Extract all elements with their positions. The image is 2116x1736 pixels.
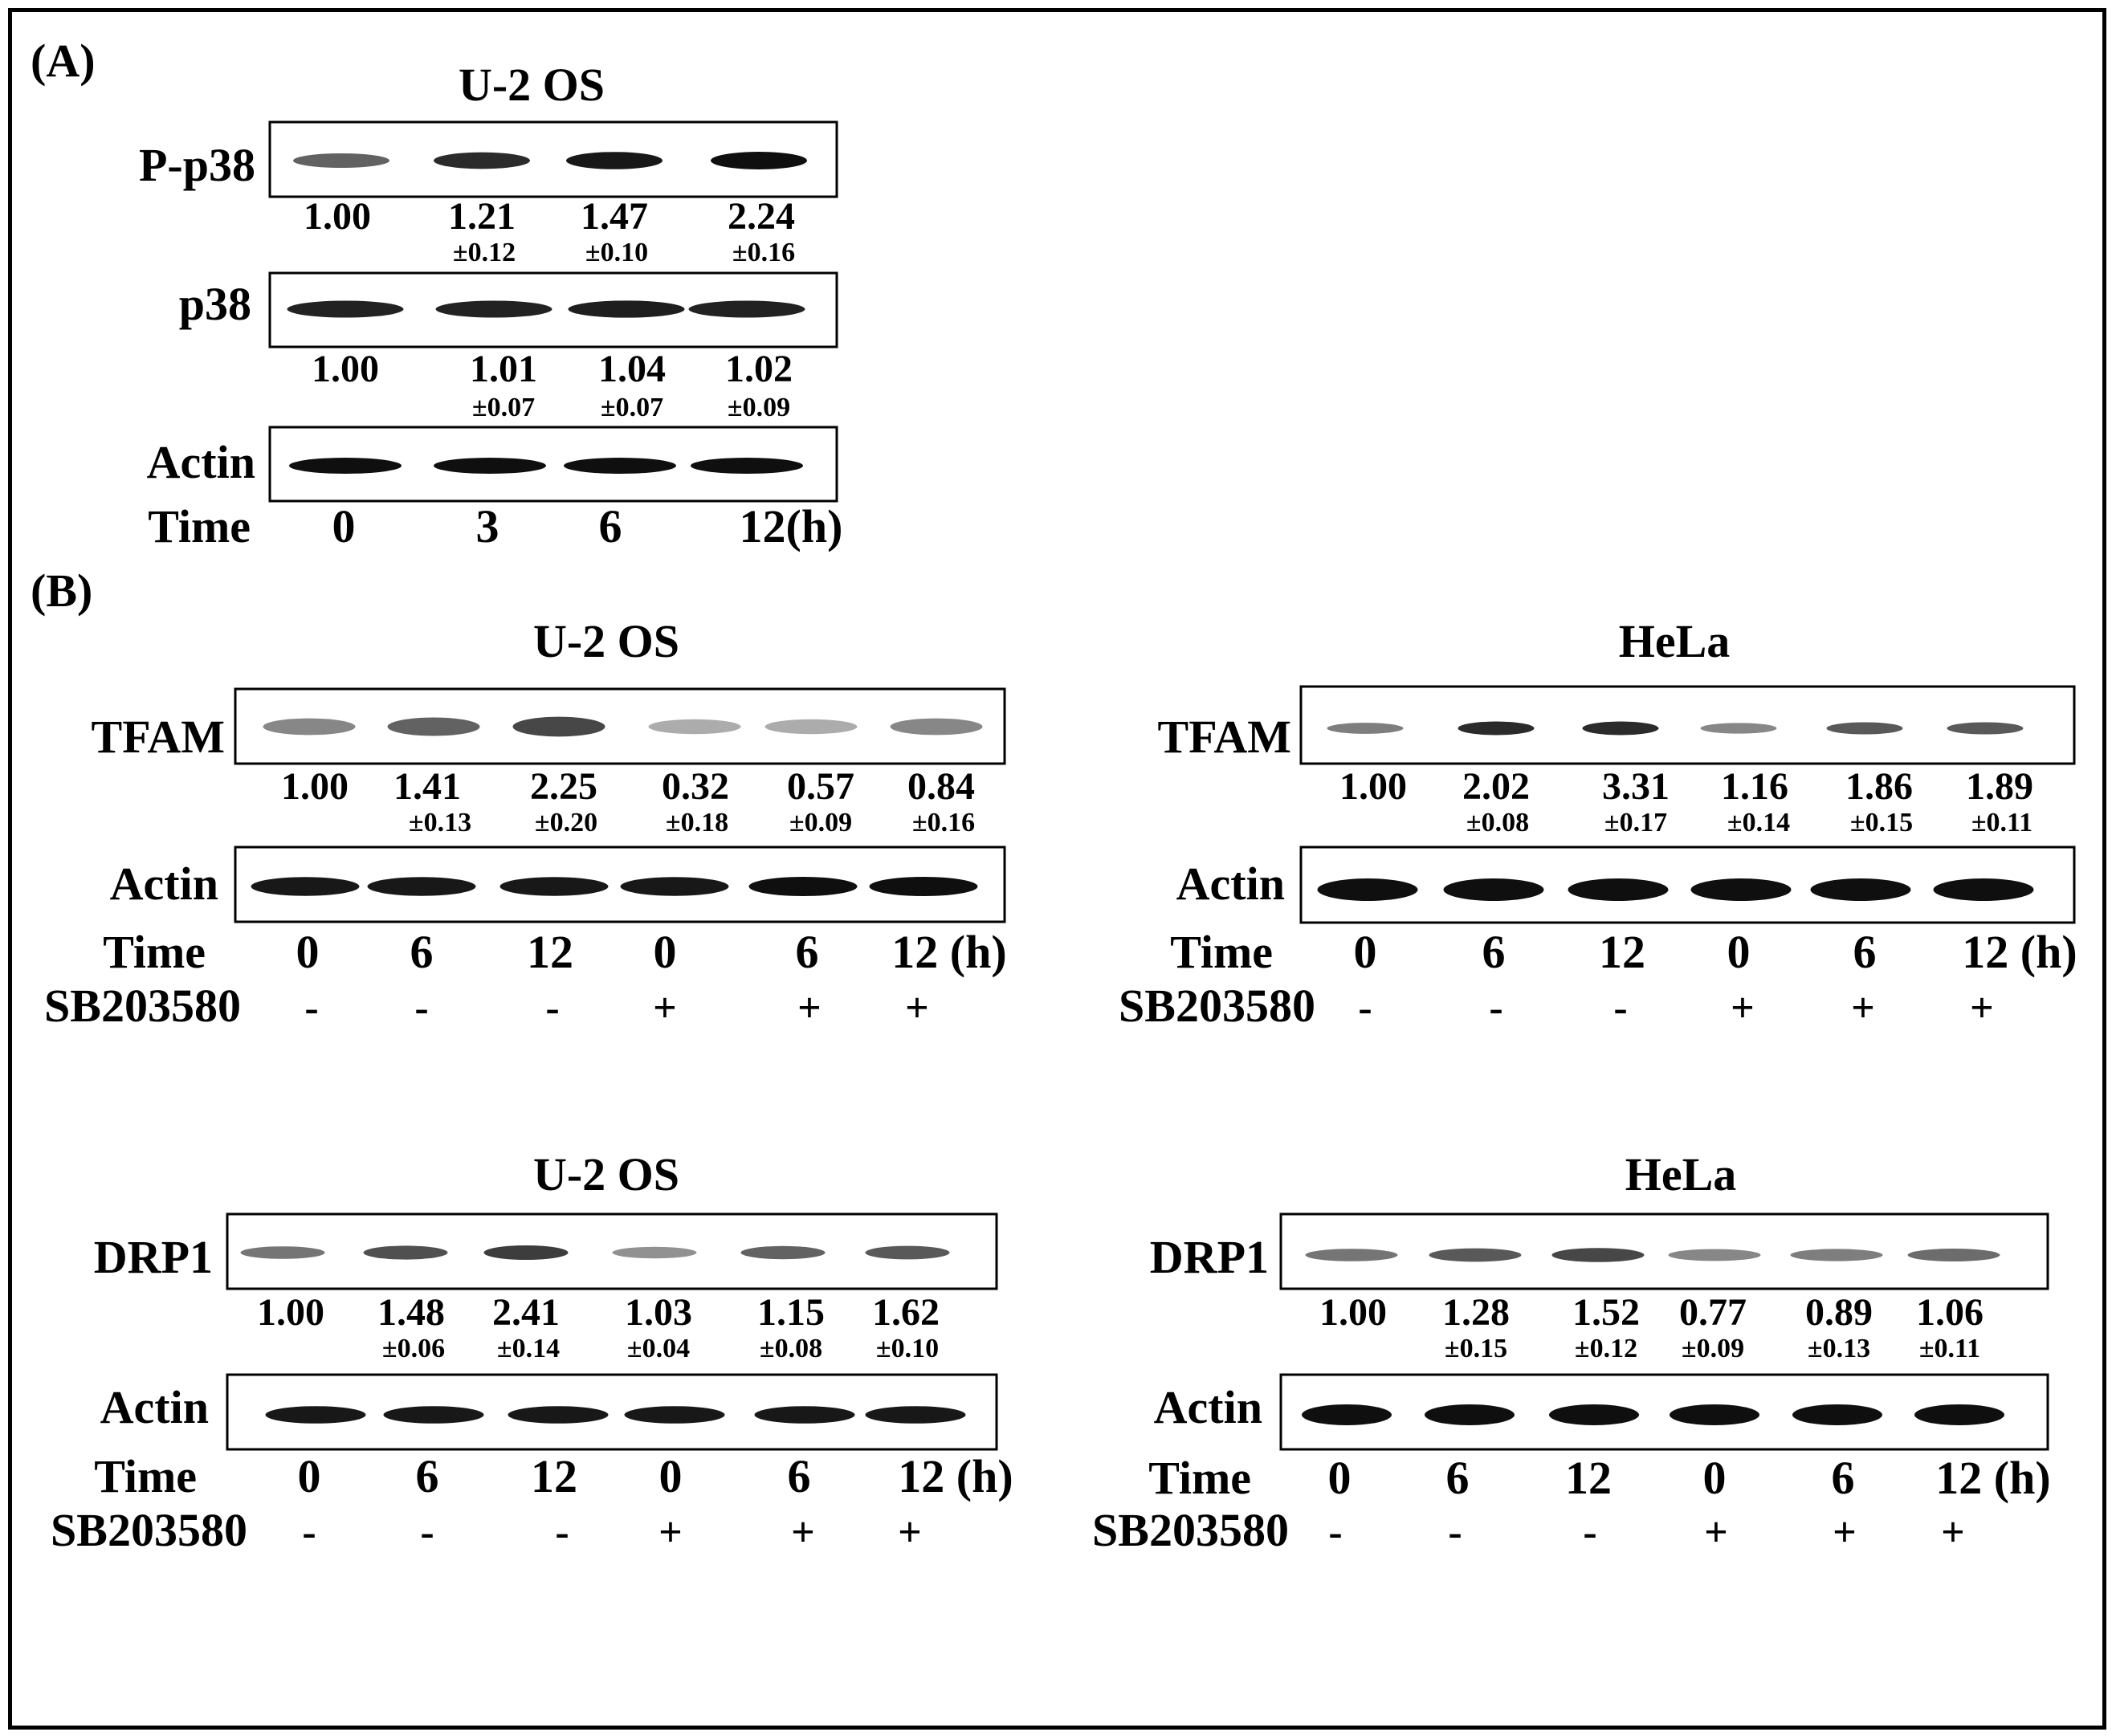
p38-band bbox=[436, 300, 552, 317]
value: 1.16 bbox=[1721, 765, 1788, 808]
drp1-band bbox=[613, 1247, 697, 1258]
tfam-band bbox=[388, 718, 480, 736]
error: ±0.12 bbox=[1574, 1334, 1638, 1363]
tfam-band bbox=[891, 719, 983, 736]
actin-band bbox=[251, 877, 360, 896]
drp1-band bbox=[364, 1245, 448, 1259]
value: 1.00 bbox=[257, 1291, 324, 1334]
actin-band bbox=[1549, 1404, 1639, 1425]
value: 1.62 bbox=[872, 1291, 940, 1334]
time-value: 0 bbox=[1702, 1452, 1727, 1504]
value: 1.21 bbox=[448, 195, 516, 238]
p38-band bbox=[287, 300, 404, 317]
error: ±0.13 bbox=[408, 808, 472, 837]
inhibitor-sign: + bbox=[905, 985, 929, 1031]
blot-label-actin: Actin bbox=[1176, 858, 1285, 910]
time-value: 0 bbox=[332, 500, 356, 552]
error: ±0.09 bbox=[727, 393, 791, 422]
value: 1.89 bbox=[1966, 765, 2033, 808]
drp1-band bbox=[1791, 1249, 1883, 1261]
drp1-band bbox=[1552, 1248, 1645, 1262]
time-value: 6 bbox=[795, 926, 819, 978]
inhibitor-sign: + bbox=[791, 1510, 815, 1555]
time-value: 0 bbox=[658, 1450, 683, 1502]
error: ±0.06 bbox=[381, 1334, 446, 1363]
blot-label-actin: Actin bbox=[109, 858, 218, 910]
value: 1.52 bbox=[1572, 1291, 1640, 1334]
value: 1.03 bbox=[625, 1291, 692, 1334]
actin-band bbox=[1302, 1404, 1392, 1425]
actin-band bbox=[500, 877, 609, 896]
actin-band bbox=[755, 1406, 855, 1424]
inhibitor-sign: - bbox=[302, 1510, 316, 1555]
inhibitor-sign: + bbox=[1941, 1510, 1965, 1555]
value: 1.00 bbox=[312, 348, 379, 390]
actin-band bbox=[434, 458, 546, 474]
drp1-band bbox=[1429, 1249, 1522, 1262]
error: ±0.16 bbox=[732, 238, 796, 267]
value: 0.77 bbox=[1679, 1291, 1747, 1334]
actin-band bbox=[1568, 878, 1669, 901]
time-label: Time bbox=[103, 926, 206, 978]
value: 0.89 bbox=[1805, 1291, 1873, 1334]
group-u2os-drp1 bbox=[51, 1148, 1013, 1556]
panel-a-label: (A) bbox=[31, 35, 96, 87]
actin-band bbox=[1425, 1404, 1515, 1425]
actin-band bbox=[691, 458, 803, 474]
actin-band bbox=[266, 1406, 366, 1424]
group-hela-tfam bbox=[1119, 615, 2077, 1032]
error: ±0.09 bbox=[789, 808, 853, 837]
time-label: Time bbox=[1148, 1452, 1251, 1504]
error: ±0.04 bbox=[626, 1334, 691, 1363]
value: 1.00 bbox=[281, 765, 349, 808]
time-value: 6 bbox=[1445, 1452, 1470, 1504]
inhibitor-label: SB203580 bbox=[1092, 1504, 1289, 1556]
inhibitor-sign: + bbox=[1731, 985, 1755, 1031]
cell-line-title: HeLa bbox=[1618, 615, 1731, 667]
error: ±0.13 bbox=[1807, 1334, 1871, 1363]
tfam-band bbox=[513, 717, 605, 737]
time-value: 6 bbox=[1482, 926, 1506, 978]
value: 1.02 bbox=[725, 348, 793, 390]
error: ±0.20 bbox=[534, 808, 598, 837]
time-value: 12 bbox=[527, 926, 573, 978]
time-value: 12 bbox=[1599, 926, 1645, 978]
value: 1.41 bbox=[393, 765, 461, 808]
error: ±0.10 bbox=[585, 238, 649, 267]
drp1-band bbox=[1908, 1249, 2000, 1261]
cell-line-title: U-2 OS bbox=[532, 615, 680, 667]
drp1-band bbox=[741, 1246, 826, 1259]
actin-band bbox=[1670, 1404, 1759, 1425]
group-u2os-tfam bbox=[44, 615, 1007, 1032]
inhibitor-sign: - bbox=[1328, 1510, 1343, 1555]
time-value: 6 bbox=[1831, 1452, 1855, 1504]
actin-band bbox=[1811, 878, 1911, 901]
time-value: 6 bbox=[787, 1450, 811, 1502]
time-value: 12 (h) bbox=[1962, 926, 2077, 978]
inhibitor-label: SB203580 bbox=[51, 1504, 247, 1556]
blot-label-actin: Actin bbox=[146, 436, 255, 488]
value: 2.02 bbox=[1462, 765, 1530, 808]
tfam-band bbox=[649, 719, 741, 734]
actin-band bbox=[1318, 878, 1418, 901]
value: 1.00 bbox=[304, 195, 371, 238]
error: ±0.14 bbox=[1727, 808, 1791, 837]
time-value: 12 bbox=[531, 1450, 577, 1502]
blot-label-drp1: DRP1 bbox=[1149, 1231, 1269, 1283]
error: ±0.08 bbox=[1466, 808, 1530, 837]
drp1-band bbox=[241, 1246, 325, 1259]
value: 1.01 bbox=[470, 348, 537, 390]
actin-band bbox=[384, 1406, 484, 1424]
tfam-band bbox=[765, 719, 858, 734]
actin-band bbox=[749, 877, 858, 896]
value: 1.04 bbox=[598, 348, 666, 390]
tfam-band bbox=[1701, 723, 1777, 733]
value: 1.86 bbox=[1845, 765, 1913, 808]
blot-label-actin: Actin bbox=[100, 1381, 209, 1433]
actin-band bbox=[564, 458, 676, 474]
error: ±0.14 bbox=[496, 1334, 561, 1363]
actin-band bbox=[1444, 878, 1544, 901]
time-value: 6 bbox=[410, 926, 434, 978]
error: ±0.17 bbox=[1604, 808, 1668, 837]
inhibitor-sign: - bbox=[1489, 985, 1503, 1031]
actin-band bbox=[289, 458, 402, 474]
inhibitor-sign: - bbox=[1613, 985, 1628, 1031]
inhibitor-label: SB203580 bbox=[1119, 980, 1315, 1032]
panel-a bbox=[31, 35, 842, 552]
inhibitor-sign: - bbox=[1448, 1510, 1462, 1555]
time-value: 12 bbox=[1565, 1452, 1612, 1504]
time-value: 12 (h) bbox=[898, 1450, 1013, 1502]
error: ±0.15 bbox=[1849, 808, 1914, 837]
actin-band bbox=[1691, 878, 1792, 901]
inhibitor-label: SB203580 bbox=[44, 980, 241, 1032]
value: 1.28 bbox=[1442, 1291, 1510, 1334]
value: 3.31 bbox=[1602, 765, 1670, 808]
inhibitor-sign: + bbox=[1851, 985, 1875, 1031]
value: 1.48 bbox=[377, 1291, 445, 1334]
blot-label-tfam: TFAM bbox=[91, 711, 225, 763]
time-value: 0 bbox=[653, 926, 677, 978]
inhibitor-sign: + bbox=[1833, 1510, 1857, 1555]
value: 2.25 bbox=[530, 765, 597, 808]
error: ±0.18 bbox=[665, 808, 729, 837]
actin-band bbox=[1792, 1404, 1882, 1425]
actin-band bbox=[1914, 1404, 2004, 1425]
inhibitor-sign: + bbox=[653, 985, 677, 1031]
inhibitor-sign: - bbox=[555, 1510, 569, 1555]
p-p38-band bbox=[434, 153, 530, 169]
inhibitor-sign: - bbox=[304, 985, 319, 1031]
inhibitor-sign: - bbox=[1583, 1510, 1597, 1555]
time-value: 12 (h) bbox=[1935, 1452, 2051, 1504]
drp1-band bbox=[1669, 1249, 1761, 1261]
inhibitor-sign: + bbox=[797, 985, 822, 1031]
error: ±0.09 bbox=[1681, 1334, 1745, 1363]
time-value: 3 bbox=[475, 500, 499, 552]
error: ±0.10 bbox=[875, 1334, 940, 1363]
tfam-band bbox=[263, 719, 356, 736]
tfam-band bbox=[1458, 722, 1535, 736]
blot-label-p38: p38 bbox=[178, 278, 251, 330]
actin-band bbox=[621, 877, 729, 896]
time-value: 6 bbox=[598, 500, 622, 552]
error: ±0.11 bbox=[1918, 1334, 1981, 1363]
p38-band bbox=[569, 300, 685, 317]
value: 1.47 bbox=[581, 195, 648, 238]
drp1-band bbox=[484, 1245, 569, 1260]
time-value: 6 bbox=[415, 1450, 439, 1502]
value: 2.41 bbox=[492, 1291, 560, 1334]
error: ±0.08 bbox=[759, 1334, 823, 1363]
inhibitor-sign: - bbox=[1358, 985, 1372, 1031]
tfam-band bbox=[1827, 722, 1903, 734]
inhibitor-sign: - bbox=[545, 985, 560, 1031]
tfam-band bbox=[1583, 722, 1659, 736]
value: 0.57 bbox=[787, 765, 854, 808]
time-value: 0 bbox=[1353, 926, 1377, 978]
value: 2.24 bbox=[728, 195, 795, 238]
time-value: 12 (h) bbox=[891, 926, 1007, 978]
blot-label-actin: Actin bbox=[1153, 1381, 1262, 1433]
p-p38-band bbox=[566, 152, 663, 169]
blot-label-drp1: DRP1 bbox=[93, 1231, 213, 1283]
inhibitor-sign: + bbox=[658, 1510, 683, 1555]
error: ±0.07 bbox=[600, 393, 664, 422]
time-value: 6 bbox=[1853, 926, 1877, 978]
actin-band bbox=[866, 1406, 966, 1424]
cell-line-title: U-2 OS bbox=[532, 1148, 680, 1200]
cell-line-title: HeLa bbox=[1625, 1148, 1737, 1200]
time-value: 0 bbox=[297, 1450, 321, 1502]
blot-label-p-p38: P-p38 bbox=[139, 139, 255, 191]
inhibitor-sign: + bbox=[1970, 985, 1994, 1031]
time-value: 0 bbox=[1727, 926, 1751, 978]
p-p38-band bbox=[293, 153, 389, 168]
drp1-band bbox=[1306, 1249, 1398, 1261]
group-hela-drp1 bbox=[1092, 1148, 2051, 1556]
time-value: 0 bbox=[296, 926, 320, 978]
inhibitor-sign: + bbox=[1704, 1510, 1728, 1555]
actin-band bbox=[870, 877, 978, 896]
error: ±0.12 bbox=[452, 238, 516, 267]
value: 0.32 bbox=[662, 765, 729, 808]
time-label: Time bbox=[1170, 926, 1273, 978]
actin-band bbox=[368, 877, 476, 896]
value: 1.00 bbox=[1339, 765, 1407, 808]
actin-band bbox=[625, 1406, 725, 1424]
p-p38-band bbox=[711, 152, 807, 169]
inhibitor-sign: + bbox=[898, 1510, 922, 1555]
error: ±0.15 bbox=[1444, 1334, 1508, 1363]
panel-b-label: (B) bbox=[31, 564, 93, 617]
value: 1.15 bbox=[757, 1291, 825, 1334]
value: 1.00 bbox=[1319, 1291, 1387, 1334]
blot-label-tfam: TFAM bbox=[1157, 711, 1291, 763]
actin-band bbox=[1934, 878, 2034, 901]
time-value: 0 bbox=[1327, 1452, 1352, 1504]
time-label: Time bbox=[94, 1450, 197, 1502]
error: ±0.11 bbox=[1971, 808, 2033, 837]
p38-band bbox=[689, 300, 805, 317]
inhibitor-sign: - bbox=[414, 985, 429, 1031]
time-label: Time bbox=[148, 500, 251, 552]
tfam-band bbox=[1327, 723, 1404, 734]
drp1-band bbox=[866, 1246, 950, 1260]
error: ±0.16 bbox=[911, 808, 976, 837]
value: 0.84 bbox=[907, 765, 975, 808]
value: 1.06 bbox=[1916, 1291, 1983, 1334]
inhibitor-sign: - bbox=[420, 1510, 434, 1555]
panel-a-title: U-2 OS bbox=[458, 59, 605, 111]
error: ±0.07 bbox=[471, 393, 536, 422]
actin-band bbox=[508, 1406, 609, 1424]
time-value: 12(h) bbox=[739, 500, 843, 552]
tfam-band bbox=[1947, 722, 2024, 734]
